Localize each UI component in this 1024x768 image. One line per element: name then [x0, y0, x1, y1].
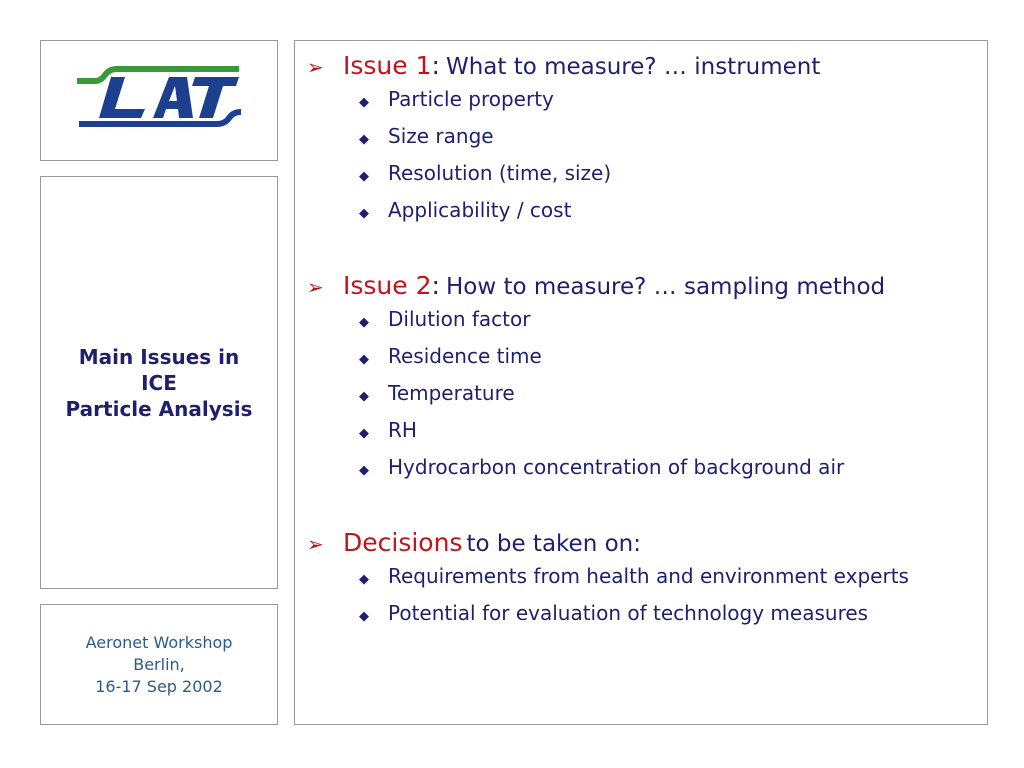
list-item-text: Hydrocarbon concentration of background air: [388, 455, 845, 479]
title-line: Particle Analysis: [65, 396, 253, 421]
list-item-text: Requirements from health and environment experts: [388, 564, 909, 588]
diamond-bullet-icon: ◆: [359, 315, 369, 330]
sub-bullet-list: [307, 564, 979, 638]
issue-text: What to measure? … instrument: [445, 54, 821, 80]
event-info: [86, 632, 233, 698]
list-item: [307, 307, 979, 344]
list-item-text: RH: [388, 418, 417, 442]
lat-logo: [41, 41, 279, 162]
slide-title: [66, 344, 253, 422]
diamond-bullet-icon: ◆: [359, 609, 369, 624]
event-location: Berlin,: [133, 654, 185, 674]
list-item-text: Dilution factor: [388, 307, 531, 331]
list-item: [307, 455, 979, 492]
list-item-text: Resolution (time, size): [388, 161, 612, 185]
issue-heading: [307, 51, 979, 87]
list-item-text: Potential for evaluation of technology measures: [388, 601, 869, 625]
diamond-bullet-icon: ◆: [359, 463, 369, 478]
issue-label: Issue 1: [343, 51, 432, 80]
list-item: [307, 344, 979, 381]
footer-panel: [40, 604, 278, 725]
list-item: [307, 198, 979, 235]
list-item-text: Residence time: [388, 344, 542, 368]
diamond-bullet-icon: ◆: [359, 132, 369, 147]
list-item: [307, 161, 979, 198]
event-name: Aeronet Workshop: [85, 632, 233, 652]
arrow-bullet-icon: ➢: [307, 532, 324, 556]
sub-bullet-list: [307, 307, 979, 492]
list-item: [307, 87, 979, 124]
diamond-bullet-icon: ◆: [359, 352, 369, 367]
title-line: ICE: [141, 370, 177, 395]
issue-colon: :: [431, 51, 440, 80]
diamond-bullet-icon: ◆: [359, 206, 369, 221]
list-item: [307, 564, 979, 601]
list-item: [307, 381, 979, 418]
issue-label: Issue 2: [343, 271, 432, 300]
title-panel: [40, 176, 278, 589]
title-line: Main Issues in: [78, 344, 240, 369]
list-item-text: Particle property: [388, 87, 554, 111]
list-item-text: Applicability / cost: [388, 198, 572, 222]
diamond-bullet-icon: ◆: [359, 572, 369, 587]
issue-text: to be taken on:: [466, 531, 641, 557]
list-item-text: Temperature: [388, 381, 515, 405]
issue-text: How to measure? … sampling method: [445, 274, 886, 300]
issue-heading: [307, 528, 979, 564]
list-item-text: Size range: [388, 124, 494, 148]
diamond-bullet-icon: ◆: [359, 426, 369, 441]
sub-bullet-list: [307, 87, 979, 235]
main-content-panel: [294, 40, 988, 725]
list-item: [307, 418, 979, 455]
list-item: [307, 601, 979, 638]
diamond-bullet-icon: ◆: [359, 389, 369, 404]
issue-heading: [307, 271, 979, 307]
issue-label: Decisions: [343, 528, 463, 557]
diamond-bullet-icon: ◆: [359, 95, 369, 110]
logo-panel: [40, 40, 278, 161]
event-date: 16-17 Sep 2002: [95, 676, 223, 696]
bullet-list: [307, 51, 979, 638]
diamond-bullet-icon: ◆: [359, 169, 369, 184]
issue-colon: :: [431, 271, 440, 300]
arrow-bullet-icon: ➢: [307, 275, 324, 299]
list-item: [307, 124, 979, 161]
arrow-bullet-icon: ➢: [307, 55, 324, 79]
